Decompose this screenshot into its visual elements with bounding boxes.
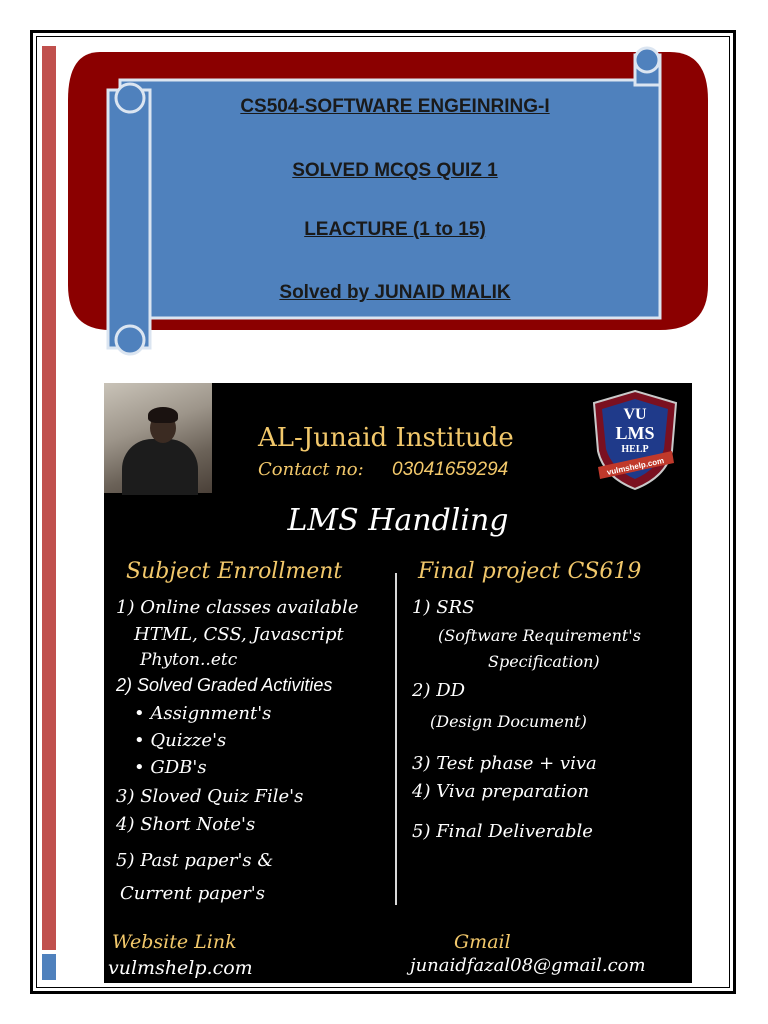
list-item: 4) Short Note's [116,814,256,835]
list-item: • Assignment's [134,703,272,724]
vu-lms-help-logo [590,389,680,491]
list-item: Specification) [488,652,600,671]
logo-vu-text: VU [623,406,647,423]
gmail-address[interactable]: junaidfazal08@gmail.com [410,955,646,976]
website-label: Website Link [112,931,237,953]
list-item: 5) Final Deliverable [412,821,593,842]
list-item: (Software Requirement's [438,626,641,645]
scroll-banner [60,40,710,360]
banner-quiz-title: SOLVED MCQS QUIZ 1 [292,160,498,181]
gmail-label: Gmail [454,931,511,953]
contact-number: 03041659294 [392,459,509,480]
list-item: 3) Test phase + viva [412,753,597,774]
list-item: • Quizze's [134,730,227,751]
banner-lecture-range: LEACTURE (1 to 15) [304,219,486,240]
logo-lms-text: LMS [615,423,655,443]
right-column-title: Final project CS619 [418,559,642,584]
left-column-title: Subject Enrollment [126,559,343,584]
left-accent-bar [42,46,56,950]
list-item: (Design Document) [430,712,587,731]
list-item: 1) Online classes available [116,597,359,618]
list-item: 4) Viva preparation [412,781,590,802]
list-item: 2) Solved Graded Activities [116,675,333,695]
list-item: • GDB's [134,757,207,778]
list-item: 1) SRS [412,597,475,618]
banner-course-title: CS504-SOFTWARE ENGEINRING-I [240,96,550,117]
institute-name: AL-Junaid Institude [258,423,514,453]
list-item: HTML, CSS, Javascript [134,624,344,645]
institute-poster [104,383,692,983]
list-item: Phyton..etc [140,650,238,670]
column-divider [395,573,397,905]
list-item: 5) Past paper's & [116,850,274,871]
left-accent-bar-blue [42,954,56,980]
profile-photo [104,383,212,493]
logo-help-text: HELP [621,444,649,455]
list-item: 2) DD [412,680,466,701]
poster-heading: LMS Handling [287,503,509,538]
website-link[interactable]: vulmshelp.com [108,957,253,979]
logo-ribbon-text: vulmshelp.com [606,456,665,478]
banner-author: Solved by JUNAID MALIK [279,282,511,303]
list-item: 3) Sloved Quiz File's [116,786,304,807]
list-item: Current paper's [120,883,265,904]
contact-label: Contact no: [258,459,364,480]
